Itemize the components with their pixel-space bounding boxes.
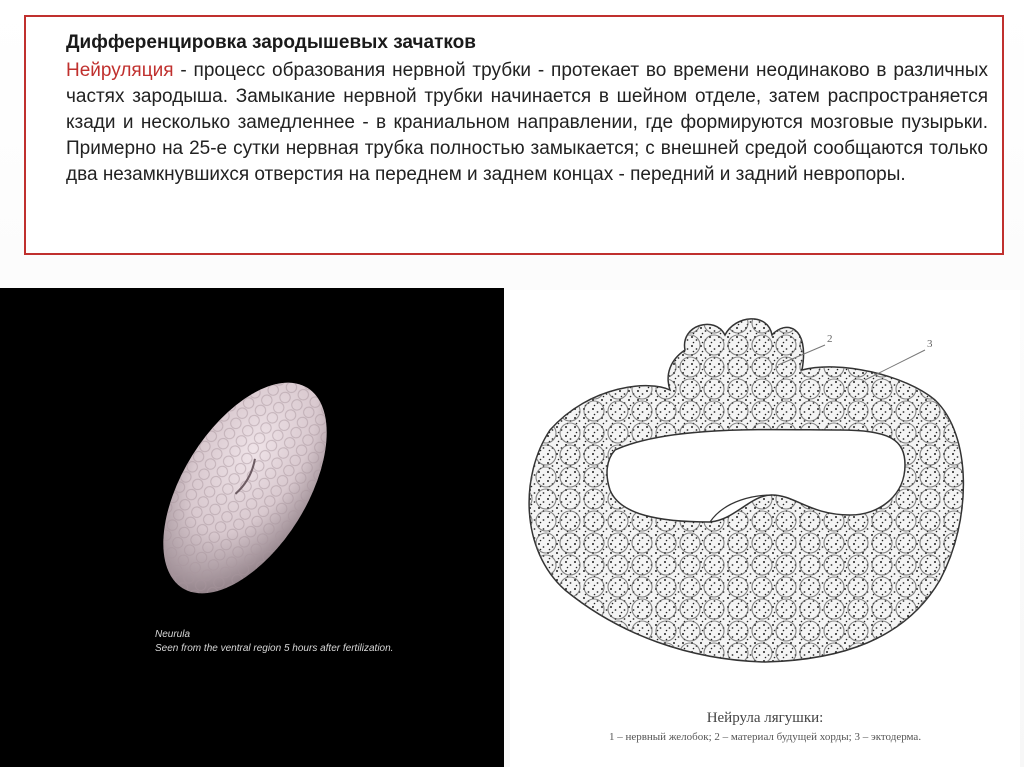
text-box [24, 15, 1004, 255]
neurula-cross-section [510, 290, 1020, 710]
slide-title: Дифференцировка зародышевых зачатков [66, 32, 476, 53]
embryo-shape [130, 355, 360, 621]
body-text: - процесс образования нервной трубки - протекает во времени неодинаково в различных частях зародыша. Замыкание нервной трубки начинается в шейном отделе, затем распространяется кзади и несколько замедленнее - в краниальном направлении, где формируются мозговые пузырьки. Примерно на 25-е сутки нервная трубка полностью замыкается; с внешней средой сообщаются только два незамкнувшихся отверстия на переднем и заднем концах - передний и задний невропоры. [66, 60, 988, 185]
frog-neurula-drawing [510, 290, 1020, 767]
drawing-caption-legend: 1 – нервный желобок; 2 – материал будущей хорды; 3 – эктодерма. [608, 731, 922, 743]
photo-caption [155, 628, 393, 656]
neurula-photo [0, 288, 504, 767]
neurula-photo-image [0, 288, 504, 767]
body-paragraph [66, 58, 988, 188]
label-3: 3 [927, 338, 933, 350]
key-term: Нейруляция [66, 60, 174, 81]
photo-caption-title: Neurula [155, 629, 191, 640]
label-2: 2 [827, 333, 833, 345]
drawing-caption-title: Нейрула лягушки: [706, 710, 824, 726]
photo-caption-description: Seen from the ventral region 5 hours after fertilization. [155, 643, 394, 654]
label-leader-3 [865, 350, 925, 380]
